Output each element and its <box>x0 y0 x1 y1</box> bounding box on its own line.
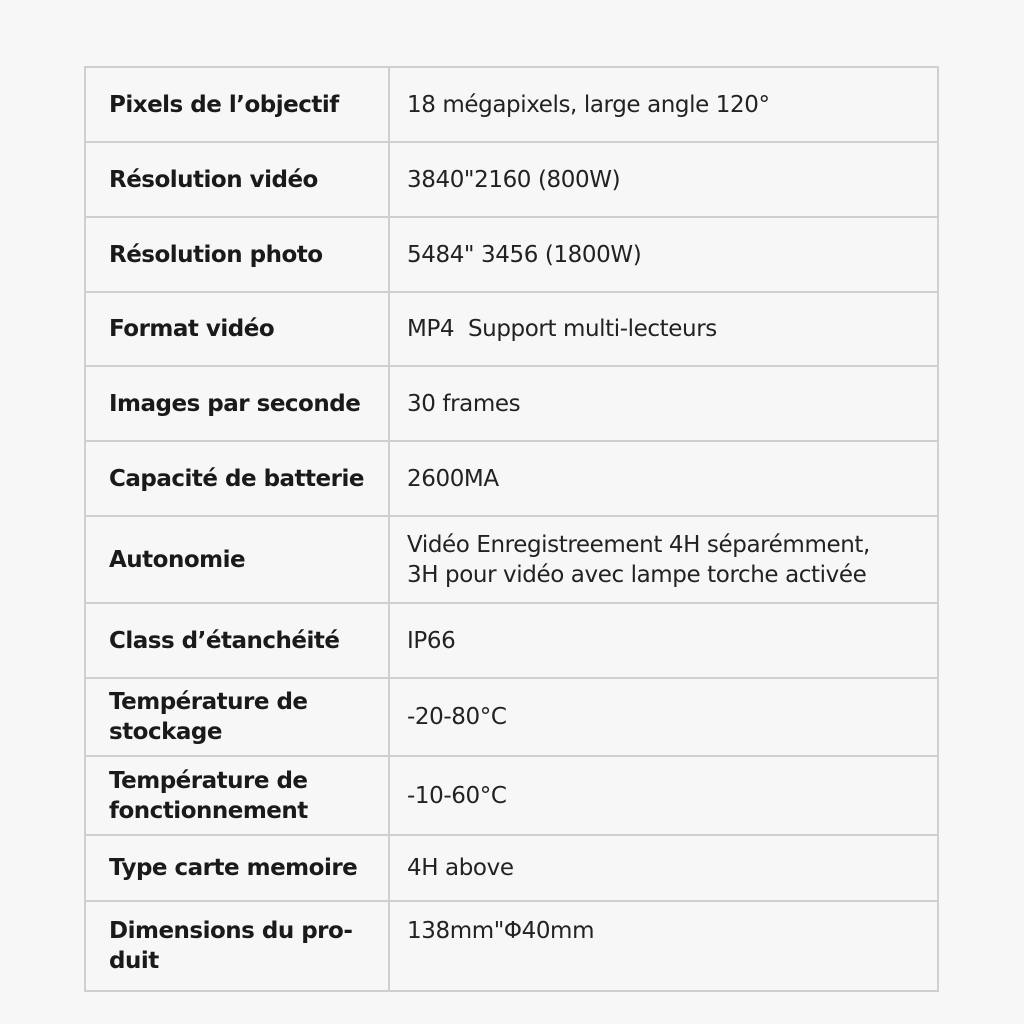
spec-value: 5484" 3456 (1800W) <box>389 217 938 292</box>
spec-value: 18 mégapixels, large angle 120° <box>389 67 938 142</box>
table-row <box>85 603 938 678</box>
spec-value: IP66 <box>389 603 938 678</box>
spec-value: 30 frames <box>389 366 938 441</box>
table-row <box>85 835 938 901</box>
table-row <box>85 366 938 441</box>
table-row <box>85 292 938 366</box>
spec-label: Images par seconde <box>85 366 389 441</box>
table-row <box>85 67 938 142</box>
spec-value: 4H above <box>389 835 938 901</box>
spec-label: Résolution photo <box>85 217 389 292</box>
table-row <box>85 516 938 603</box>
table-row <box>85 756 938 835</box>
spec-label: Dimensions du pro- duit <box>85 901 389 991</box>
spec-table <box>84 66 939 992</box>
spec-value: MP4 Support multi-lecteurs <box>389 292 938 366</box>
table-row <box>85 142 938 217</box>
table-row <box>85 441 938 516</box>
table-row <box>85 901 938 991</box>
spec-value: Vidéo Enregistreement 4H séparémment, 3H pour vidéo avec lampe torche activée <box>389 516 938 603</box>
spec-value: 3840"2160 (800W) <box>389 142 938 217</box>
spec-label: Température de stockage <box>85 678 389 756</box>
spec-label: Class d’étanchéité <box>85 603 389 678</box>
spec-label: Capacité de batterie <box>85 441 389 516</box>
spec-label: Autonomie <box>85 516 389 603</box>
spec-label: Type carte memoire <box>85 835 389 901</box>
spec-label: Température de fonctionnement <box>85 756 389 835</box>
spec-value: -20-80°C <box>389 678 938 756</box>
table-row <box>85 217 938 292</box>
spec-value: 2600MA <box>389 441 938 516</box>
spec-label: Pixels de l’objectif <box>85 67 389 142</box>
spec-value: -10-60°C <box>389 756 938 835</box>
table-row <box>85 678 938 756</box>
spec-label: Format vidéo <box>85 292 389 366</box>
spec-value: 138mm"Φ40mm <box>389 901 938 991</box>
spec-label: Résolution vidéo <box>85 142 389 217</box>
